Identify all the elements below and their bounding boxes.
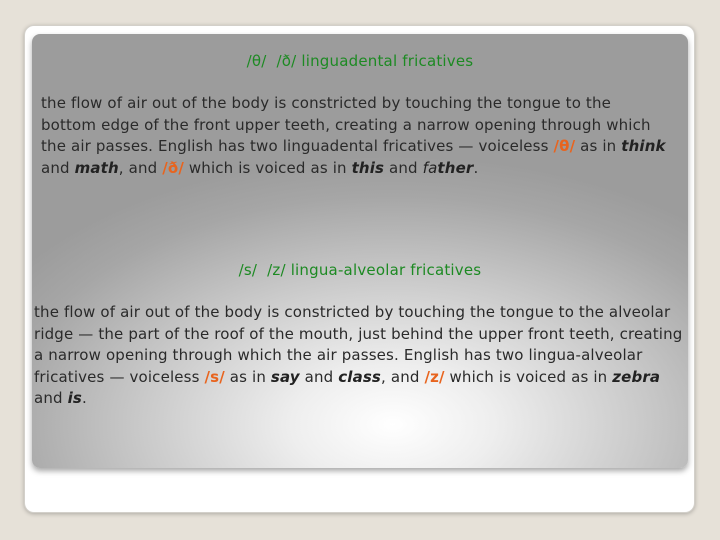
heading-phoneme-eth: /ð/	[276, 52, 297, 70]
phoneme-theta: /θ/	[553, 137, 576, 156]
example-word: zebra	[612, 367, 661, 386]
paragraph-text: as in	[575, 137, 622, 156]
example-word: ther	[437, 158, 474, 177]
phoneme-eth: /ð/	[162, 158, 184, 177]
example-word: this	[351, 158, 385, 177]
example-word: fa	[422, 158, 438, 177]
paragraph-text: , and	[118, 158, 163, 177]
content-panel	[32, 34, 688, 468]
heading-phoneme-theta: /θ/	[246, 52, 267, 70]
section2-paragraph	[34, 302, 684, 410]
section1-heading	[32, 52, 688, 70]
paragraph-text: .	[473, 158, 479, 177]
example-word: math	[74, 158, 119, 177]
paragraph-text: as in	[224, 367, 271, 386]
heading-phoneme-z: /z/	[267, 261, 286, 279]
section2-heading	[32, 261, 688, 279]
example-word: say	[270, 367, 300, 386]
paragraph-text: and	[299, 367, 339, 386]
example-word: think	[621, 137, 666, 156]
paragraph-text: which is voiced as in	[444, 367, 613, 386]
paragraph-text: and	[41, 158, 75, 177]
paragraph-text: and	[384, 158, 423, 177]
section1-heading-label: linguadental fricatives	[301, 52, 474, 70]
paragraph-text: the flow of air out of the body is constricted by touching the tongue to the bottom edge of the front upper teeth, creating a narrow opening through which the air passes. English has two linguadental fricatives — voiceless	[41, 94, 651, 156]
phoneme-z: /z/	[424, 367, 445, 386]
paragraph-text: .	[81, 389, 87, 408]
section2-heading-label: lingua-alveolar fricatives	[290, 261, 482, 279]
paragraph-text: , and	[381, 367, 425, 386]
example-word: class	[338, 367, 382, 386]
heading-phoneme-s: /s/	[238, 261, 258, 279]
paragraph-text: and	[34, 389, 68, 408]
paragraph-text: the flow of air out of the body is constricted by touching the tongue to the alveolar ridge — the part of the roof of the mouth, just behind the upper front teeth, creating a narrow opening through which the air passes. English has two lingua-alveolar fricatives — voiceless	[34, 303, 683, 386]
paragraph-text: which is voiced as in	[183, 158, 352, 177]
section1-paragraph	[41, 93, 671, 179]
example-word: is	[67, 389, 82, 408]
phoneme-s: /s/	[204, 367, 225, 386]
